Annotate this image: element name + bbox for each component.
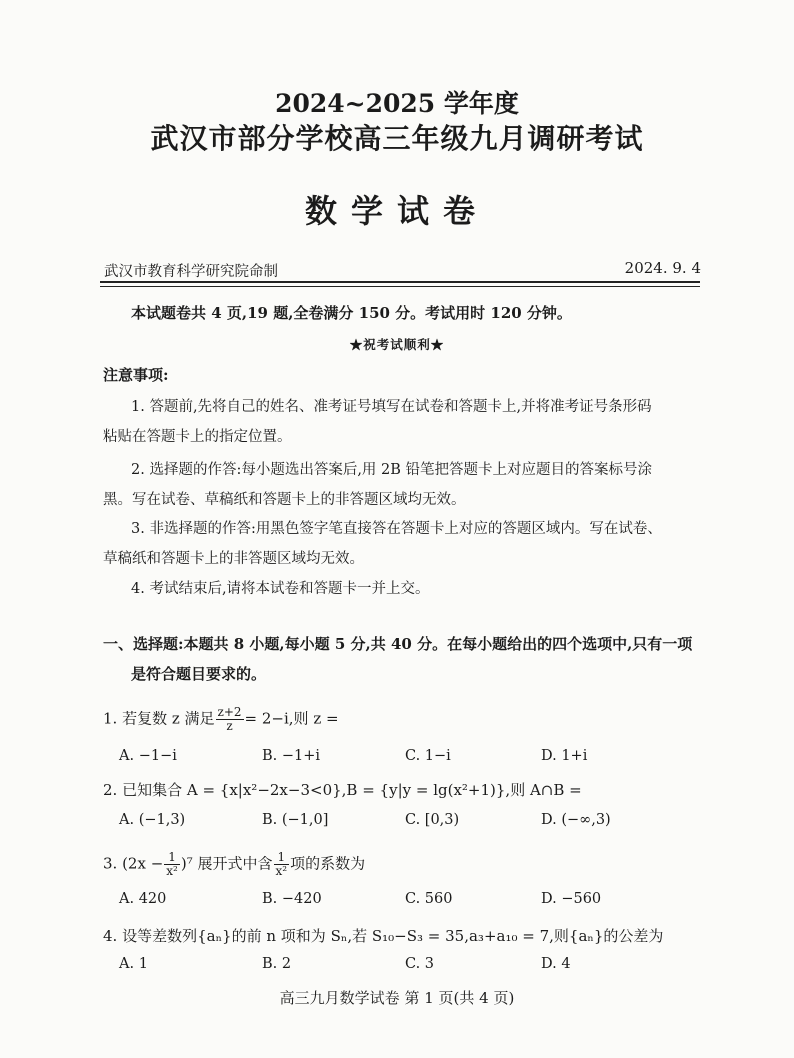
option-a: A. −1−i bbox=[119, 748, 177, 764]
option-d: D. 1+i bbox=[541, 748, 588, 764]
question-2-stem: 2. 已知集合 A = {x|x²−2x−3<0},B = {y|y = lg(x²+1)},则 A∩B = bbox=[103, 781, 582, 799]
question-4-stem: 4. 设等差数列{aₙ}的前 n 项和为 Sₙ,若 S₁₀−S₃ = 35,a₃+a₁₀ = 7,则{aₙ}的公差为 bbox=[103, 927, 664, 945]
fraction bbox=[164, 851, 180, 878]
option-c: C. [0,3) bbox=[405, 812, 460, 828]
fraction bbox=[274, 851, 290, 878]
option-b: B. 2 bbox=[262, 956, 292, 972]
option-c: C. 560 bbox=[405, 891, 453, 907]
exam-title: 武汉市部分学校高三年级九月调研考试 bbox=[150, 122, 644, 155]
fraction-denominator: z bbox=[216, 719, 244, 733]
option-a: A. 420 bbox=[119, 891, 167, 907]
option-b: B. −1+i bbox=[262, 748, 321, 764]
issuer: 武汉市教育科学研究院命制 bbox=[104, 264, 278, 280]
notice-heading: 注意事项: bbox=[103, 366, 169, 384]
option-a: A. 1 bbox=[119, 956, 148, 972]
question-3-stem-pre: 3. (2x − bbox=[103, 854, 164, 873]
section-heading: 一、选择题:本题共 8 小题,每小题 5 分,共 40 分。在每小题给出的四个选项中,只有一项 bbox=[103, 635, 693, 653]
question-3-stem bbox=[103, 851, 365, 878]
option-d: D. (−∞,3) bbox=[541, 812, 611, 828]
fraction-numerator: z+2 bbox=[217, 705, 242, 719]
notice-line: 4. 考试结束后,请将本试卷和答题卡一并上交。 bbox=[131, 581, 430, 597]
fraction-denominator: x² bbox=[166, 864, 178, 878]
notice-line: 黑。写在试卷、草稿纸和答题卡上的非答题区域均无效。 bbox=[103, 492, 466, 508]
subject-title: 数学试卷 bbox=[304, 192, 489, 230]
notice-line: 粘贴在答题卡上的指定位置。 bbox=[103, 429, 292, 445]
question-1-stem-post: = 2−i,则 z = bbox=[244, 709, 339, 728]
fraction bbox=[216, 706, 244, 733]
question-3-stem-post: 项的系数为 bbox=[290, 854, 366, 873]
notice-line: 2. 选择题的作答:每小题选出答案后,用 2B 铅笔把答题卡上对应题目的答案标号涂 bbox=[131, 462, 653, 478]
question-1-stem-pre: 1. 若复数 z 满足 bbox=[103, 709, 215, 728]
option-c: C. 1−i bbox=[405, 748, 451, 764]
option-d: D. 4 bbox=[541, 956, 571, 972]
good-luck-banner: ★祝考试顺利★ bbox=[349, 337, 445, 352]
fraction-numerator: 1 bbox=[168, 850, 176, 864]
fraction-denominator: x² bbox=[275, 864, 288, 878]
fraction-numerator: 1 bbox=[277, 850, 286, 864]
option-c: C. 3 bbox=[405, 956, 435, 972]
header-rule-thin bbox=[100, 286, 700, 287]
page-footer: 高三九月数学试卷 第 1 页(共 4 页) bbox=[279, 989, 515, 1007]
school-year: 2024~2025 学年度 bbox=[275, 89, 519, 118]
option-b: B. (−1,0] bbox=[262, 812, 329, 828]
section-heading-cont: 是符合题目要求的。 bbox=[131, 665, 267, 683]
question-3-stem-mid: )⁷ 展开式中含 bbox=[180, 854, 273, 873]
notice-line: 草稿纸和答题卡上的非答题区域均无效。 bbox=[103, 551, 364, 567]
question-1-stem bbox=[103, 706, 339, 733]
exam-intro: 本试题卷共 4 页,19 题,全卷满分 150 分。考试用时 120 分钟。 bbox=[131, 304, 572, 322]
exam-date: 2024. 9. 4 bbox=[624, 259, 701, 277]
notice-line: 3. 非选择题的作答:用黑色签字笔直接答在答题卡上对应的答题区域内。写在试卷、 bbox=[131, 521, 662, 537]
header-rule-thick bbox=[100, 281, 700, 283]
option-d: D. −560 bbox=[541, 891, 602, 907]
option-a: A. (−1,3) bbox=[119, 812, 186, 828]
option-b: B. −420 bbox=[262, 891, 322, 907]
notice-line: 1. 答题前,先将自己的姓名、准考证号填写在试卷和答题卡上,并将准考证号条形码 bbox=[131, 399, 652, 415]
